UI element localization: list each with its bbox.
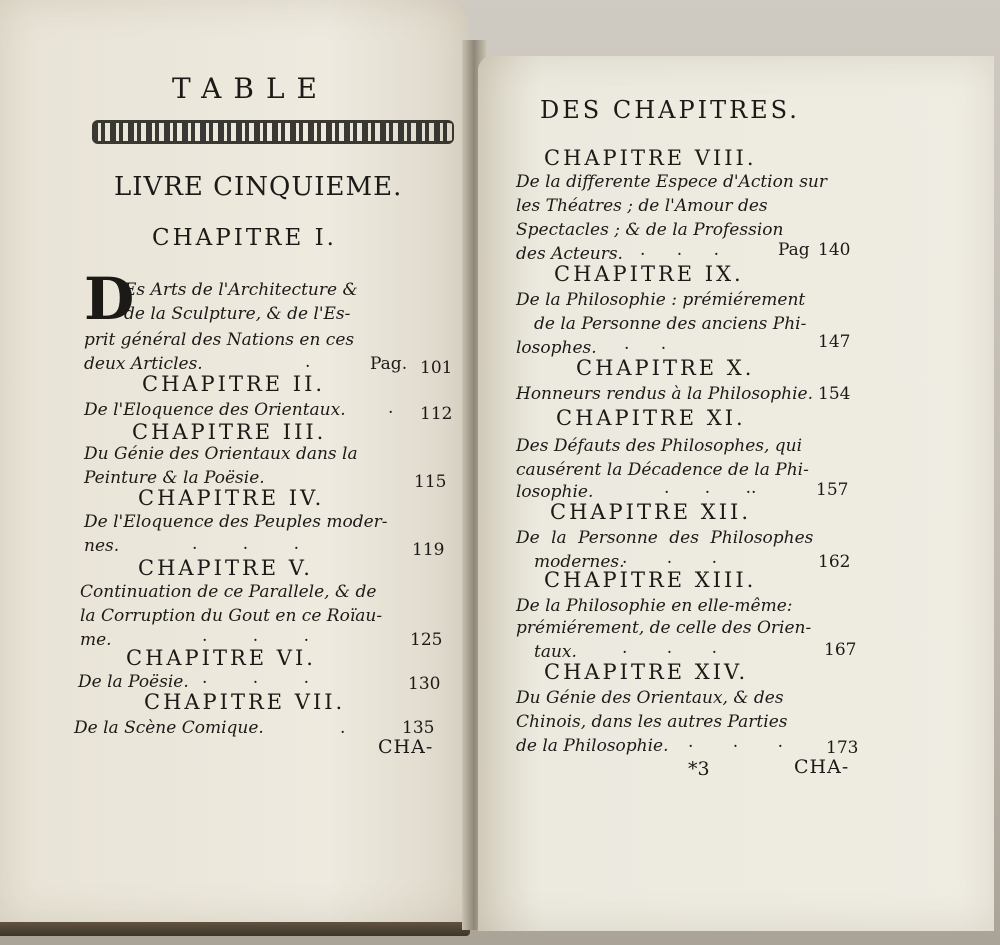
chapter-12-title: CHAPITRE XII. [550,500,752,524]
chapter-8-page-number: 140 [818,240,851,260]
chapter-14-line-1: Du Génie des Orientaux, & des [516,688,784,708]
chapter-14-line-2: Chinois, dans les autres Parties [516,712,788,732]
chapter-2-dot: . [388,398,394,418]
chapter-8-line-1: De la differente Espece d'Action sur [516,172,827,192]
chapter-7-line-1: De la Scène Comique. [74,718,264,738]
chapter-6-line-1: De la Poësie. [78,672,189,692]
chapter-5-line-2: la Corruption du Gout en ce Roïau- [80,606,383,626]
chapter-12-dots: . . . [622,548,718,568]
chapter-9-page-number: 147 [818,332,851,352]
chapter-13-line-1: De la Philosophie en elle-même: [516,596,793,616]
chapter-1-page-number: 101 [420,358,453,378]
chapter-9-line-3: losophes. [516,338,597,358]
chapter-1-title: CHAPITRE I. [152,225,337,251]
chapter-8-pag-label: Pag [778,240,810,260]
chapter-1-line-2: de la Sculpture, & de l'Es- [124,304,351,324]
chapter-2-page-number: 112 [420,404,453,424]
chapter-9-line-1: De la Philosophie : prémiérement [516,290,806,310]
chapter-5-title: CHAPITRE V. [138,556,313,580]
chapter-14-title: CHAPITRE XIV. [544,660,749,684]
chapter-13-title: CHAPITRE XIII. [544,568,757,592]
chapter-5-page-number: 125 [410,630,443,650]
chapter-10-page-number: 154 [818,384,851,404]
chapter-1-line-3: prit général des Nations en ces [84,330,355,350]
chapter-6-page-number: 130 [408,674,441,694]
left-catchword: CHA- [378,736,434,758]
chapter-5-line-1: Continuation de ce Parallele, & de [80,582,377,602]
chapter-8-dots: . . . [640,240,720,260]
chapter-11-page-number: 157 [816,480,849,500]
drop-capital: D [84,265,135,333]
chapter-11-title: CHAPITRE XI. [556,406,746,430]
chapter-3-line-2: Peinture & la Poësie. [84,468,265,488]
chapter-4-page-number: 119 [412,540,445,560]
chapter-13-line-3: taux. [534,642,577,662]
chapter-9-title: CHAPITRE IX. [554,262,744,286]
chapter-11-dots: . . .. [664,478,757,498]
left-page-header: TABLE [172,72,329,105]
chapter-1-pag-label: Pag. [370,354,408,374]
chapter-12-line-1: De la Personne des Philosophes [516,528,814,548]
decorative-ornament-band [92,120,454,144]
right-catchword: CHA- [794,756,850,778]
chapter-11-line-1: Des Défauts des Philosophes, qui [516,436,803,456]
chapter-1-dot: . [305,352,311,372]
chapter-6-title: CHAPITRE VI. [126,646,316,670]
chapter-3-line-1: Du Génie des Orientaux dans la [84,444,358,464]
chapter-13-line-2: prémiérement, de celle des Orien- [516,618,812,638]
chapter-9-dots: . . [624,334,667,354]
chapter-8-line-2: les Théatres ; de l'Amour des [516,196,768,216]
chapter-10-title: CHAPITRE X. [576,356,755,380]
chapter-11-line-3: losophie. [516,482,594,502]
chapter-1-line-1: Es Arts de l'Architecture & [124,280,358,300]
chapter-2-title: CHAPITRE II. [142,372,326,396]
chapter-3-title: CHAPITRE III. [132,420,327,444]
book-heading: LIVRE CINQUIEME. [114,172,403,202]
chapter-7-title: CHAPITRE VII. [144,690,346,714]
chapter-8-line-3: Spectacles ; & de la Profession [516,220,784,240]
right-page-header: DES CHAPITRES. [540,96,800,124]
chapter-6-dots: . . . [202,668,310,688]
chapter-5-line-3: me. [80,630,112,650]
chapter-8-line-4: des Acteurs. [516,244,623,264]
chapter-1-line-4: deux Articles. [84,354,203,374]
chapter-5-dots: . . . [202,626,310,646]
chapter-4-dots: . . . [192,534,300,554]
chapter-7-dot: . [340,718,346,738]
chapter-10-line-1: Honneurs rendus à la Philosophie. [516,384,814,404]
chapter-4-line-1: De l'Eloquence des Peuples moder- [84,512,388,532]
chapter-8-title: CHAPITRE VIII. [544,146,757,170]
chapter-11-line-2: causérent la Décadence de la Phi- [516,460,809,480]
chapter-14-page-number: 173 [826,738,859,758]
chapter-3-page-number: 115 [414,472,447,492]
chapter-14-dots: . . . [688,732,784,752]
chapter-4-line-2: nes. [84,536,120,556]
chapter-2-line-1: De l'Eloquence des Orientaux. [84,400,346,420]
signature-mark: *3 [688,758,710,780]
chapter-4-title: CHAPITRE IV. [138,486,325,510]
chapter-12-page-number: 162 [818,552,851,572]
chapter-13-page-number: 167 [824,640,857,660]
chapter-7-page-number: 135 [402,718,435,738]
chapter-13-dots: . . . [622,638,718,658]
chapter-12-line-2: modernes. [534,552,625,572]
chapter-14-line-3: de la Philosophie. [516,736,669,756]
chapter-9-line-2: de la Personne des anciens Phi- [534,314,807,334]
